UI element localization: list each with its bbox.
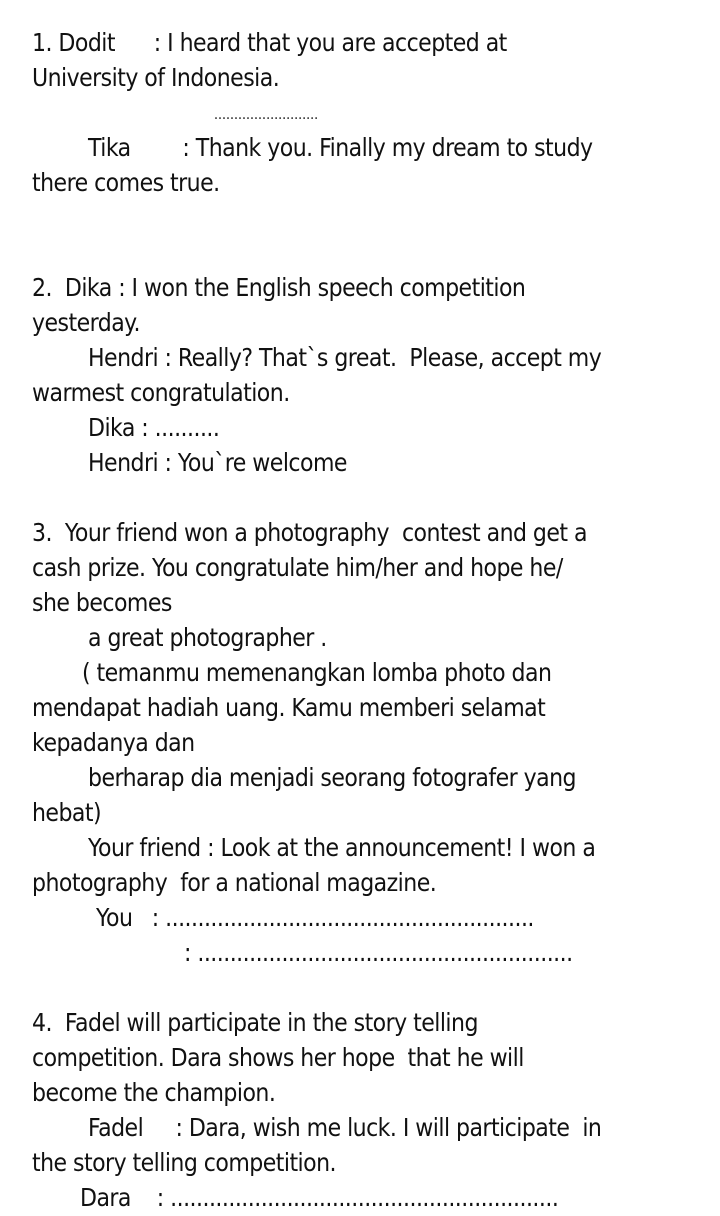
q3-line-7: kepadanya dan <box>32 728 195 757</box>
q3-line-10: Your friend : Look at the announcement! I won a <box>88 833 596 862</box>
q4-line-3: become the champion. <box>32 1078 276 1107</box>
q3-line-2: cash prize. You congratulate him/her and hope he/ <box>32 553 563 582</box>
q2-line-5: Dika : .......... <box>88 413 220 442</box>
q3-line-6: mendapat hadiah uang. Kamu memberi selamat <box>32 693 546 722</box>
q3-line-3: she becomes <box>32 588 172 617</box>
q4-line-5: the story telling competition. <box>32 1148 336 1177</box>
q2-line-1: 2. Dika : I won the English speech competition <box>32 273 526 302</box>
q4-line-6: Dara : ............................................................ <box>80 1183 559 1212</box>
q4-line-2: competition. Dara shows her hope that he will <box>32 1043 524 1072</box>
q2-line-4: warmest congratulation. <box>32 378 290 407</box>
q1-line-2: University of Indonesia. <box>32 63 280 92</box>
q4-line-1: 4. Fadel will participate in the story telling <box>32 1008 478 1037</box>
q3-line-1: 3. Your friend won a photography contest and get a <box>32 518 587 547</box>
q3-line-9: hebat) <box>32 798 102 827</box>
q1-answer-blank: .......................... <box>214 107 319 123</box>
q1-line-1: 1. Dodit : I heard that you are accepted at <box>32 28 507 57</box>
q3-line-4: a great photographer . <box>88 623 327 652</box>
q3-line-11: photography for a national magazine. <box>32 868 437 897</box>
q1-line-3: Tika : Thank you. Finally my dream to study <box>88 133 593 162</box>
q3-line-12: You : ......................................................... <box>96 903 534 932</box>
q4-line-4: Fadel : Dara, wish me luck. I will participate in <box>88 1113 602 1142</box>
q2-line-6: Hendri : You`re welcome <box>88 448 347 477</box>
q2-line-3: Hendri : Really? That`s great. Please, accept my <box>88 343 602 372</box>
q3-line-13: : .......................................................... <box>184 938 573 967</box>
q1-line-4: there comes true. <box>32 168 220 197</box>
q3-line-8: berharap dia menjadi seorang fotografer yang <box>88 763 576 792</box>
q3-line-5: ( temanmu memenangkan lomba photo dan <box>82 658 552 687</box>
q2-line-2: yesterday. <box>32 308 141 337</box>
